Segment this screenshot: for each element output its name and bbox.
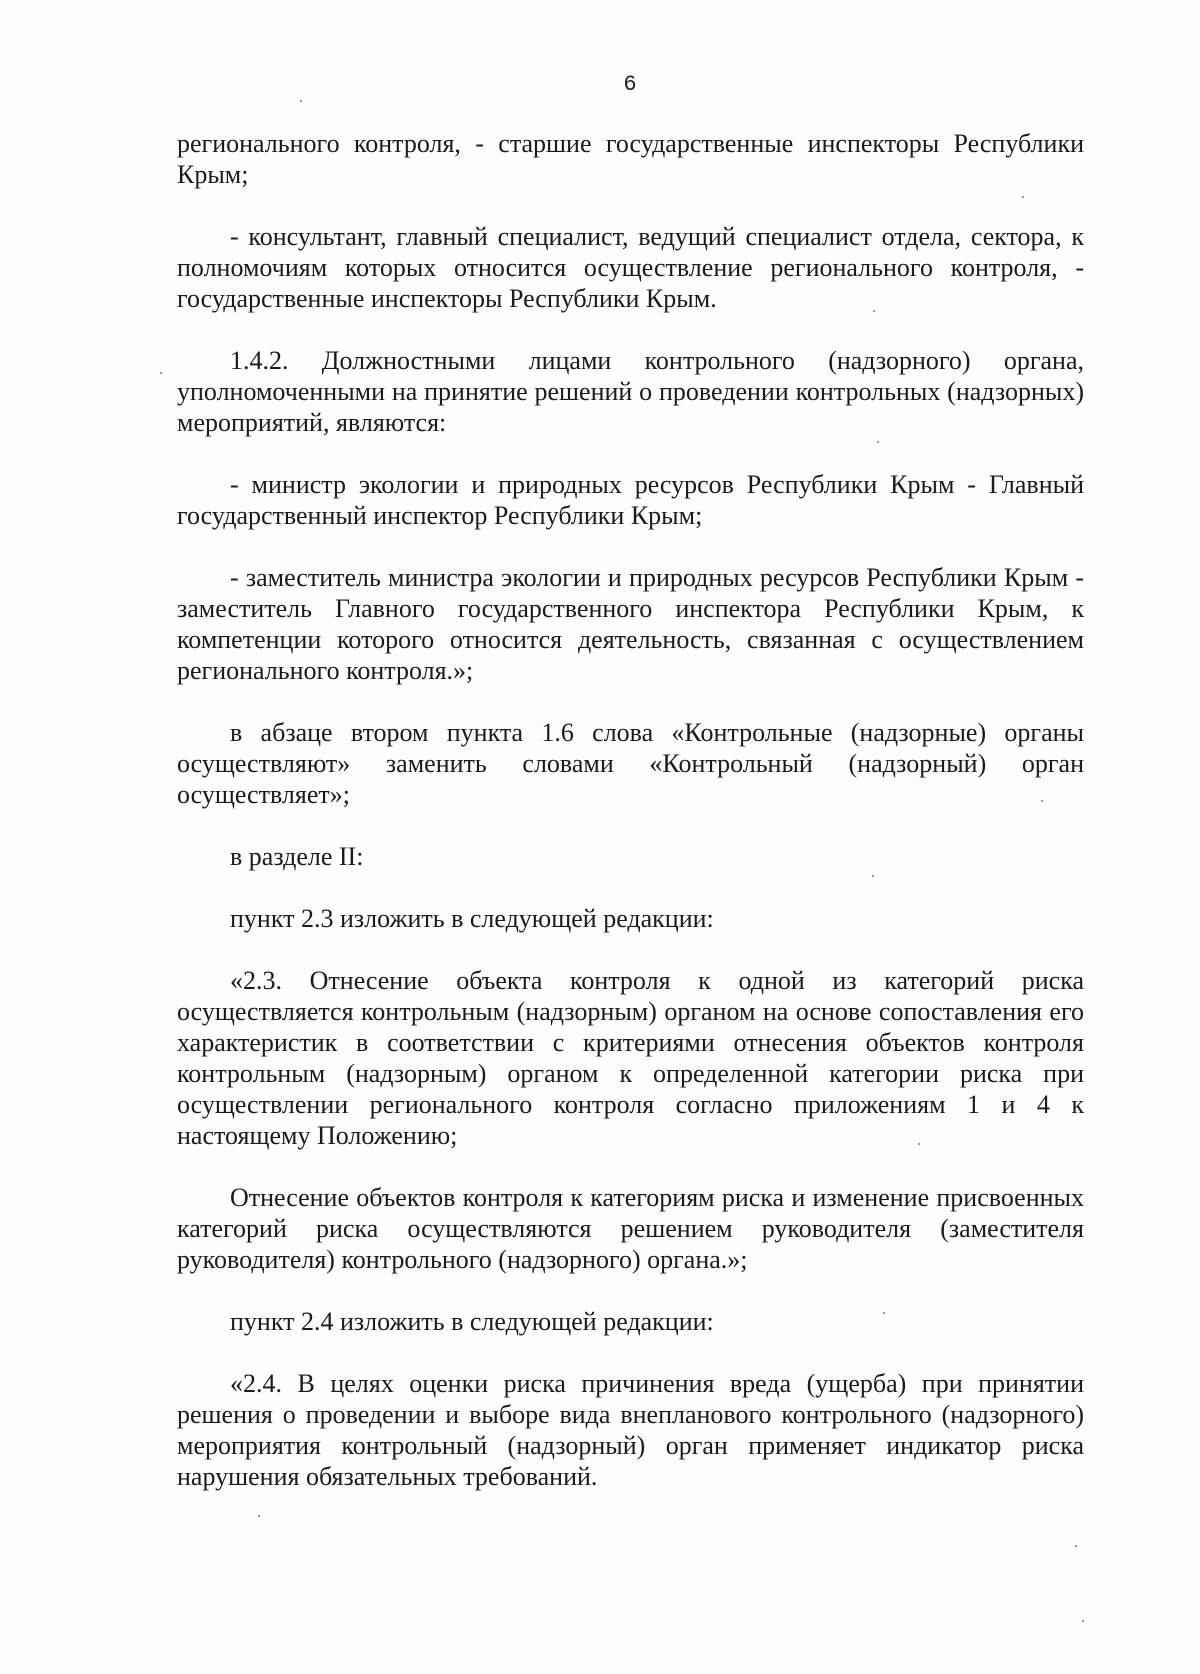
scan-speck [1041, 800, 1043, 802]
scan-speck [1075, 1545, 1077, 1547]
paragraph-3: 1.4.2. Должностными лицами контрольного (надзорного) органа, уполномоченными на принятие решений о проведении контрольных (надзорных) мероприятий, являются: [177, 346, 1084, 437]
paragraph-6: в абзаце втором пункта 1.6 слова «Контрольные (надзорные) органы осуществляют» заменить словами «Контрольный (надзорный) орган осуществляет»; [177, 718, 1084, 809]
paragraph-5: - заместитель министра экологии и природных ресурсов Республики Крым - заместитель Главного государственного инспектора Республики Крым, к компетенции которого относится деятельность, связанная с осуществлением регионального контроля.»; [177, 563, 1084, 685]
scan-speck [872, 875, 874, 877]
paragraph-11: пункт 2.4 изложить в следующей редакции: [230, 1307, 714, 1336]
scan-speck [1082, 1620, 1084, 1622]
paragraph-7: в разделе II: [230, 842, 364, 871]
paragraph-9: «2.3. Отнесение объекта контроля к одной из категорий риска осуществляется контрольным (надзорным) органом на основе сопоставления его характеристик в соответствии с критериями отнесения объектов контроля контрольным (надзорным) органом к определенной категории риска при осуществлении регионального контроля согласно приложениям 1 и 4 к настоящему Положению; [177, 966, 1084, 1150]
scan-speck [877, 441, 879, 443]
scan-speck [160, 372, 162, 374]
scan-speck [873, 310, 875, 312]
paragraph-10: Отнесение объектов контроля к категориям риска и изменение присвоенных категорий риска осуществляются решением руководителя (заместителя руководителя) контрольного (надзорного) органа.»; [177, 1183, 1084, 1274]
paragraph-2: - консультант, главный специалист, ведущий специалист отдела, сектора, к полномочиям которых относится осуществление регионального контроля, - государственные инспекторы Республики Крым. [177, 222, 1084, 313]
paragraph-8: пункт 2.3 изложить в следующей редакции: [230, 904, 714, 933]
scan-speck [883, 1312, 885, 1314]
scan-speck [918, 1143, 920, 1145]
paragraph-4: - министр экологии и природных ресурсов Республики Крым - Главный государственный инспектор Республики Крым; [177, 470, 1084, 530]
scan-speck [1022, 196, 1024, 198]
scan-speck [258, 1515, 260, 1517]
document-body [177, 128, 1084, 1523]
paragraph-12: «2.4. В целях оценки риска причинения вреда (ущерба) при принятии решения о проведении и выборе вида внепланового контрольного (надзорного) мероприятия контрольный (надзорный) орган применяет индикатор риска нарушения обязательных требований. [177, 1369, 1084, 1491]
page-number: 6 [623, 72, 637, 97]
paragraph-1: регионального контроля, - старшие государственные инспекторы Республики Крым; [177, 129, 1084, 189]
scan-speck [300, 100, 302, 102]
